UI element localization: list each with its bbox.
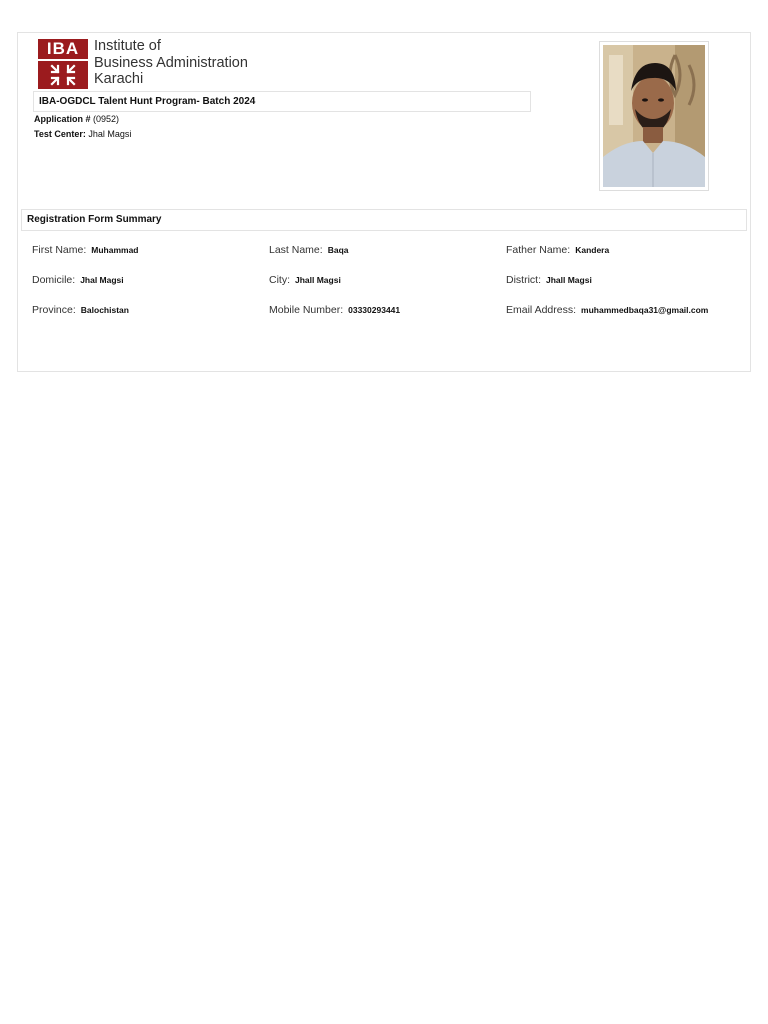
domicile-value: Jhal Magsi (80, 275, 124, 285)
registration-summary-card (17, 32, 751, 372)
domicile-label: Domicile: (32, 274, 76, 286)
mobile-label: Mobile Number: (269, 304, 344, 316)
city-field (269, 274, 341, 286)
email-value: muhammedbaqa31@gmail.com (581, 305, 709, 315)
first-name-label: First Name: (32, 244, 87, 256)
applicant-photo-frame (599, 41, 709, 191)
test-center-label: Test Center: (34, 129, 86, 139)
father-name-label: Father Name: (506, 244, 571, 256)
application-label: Application # (34, 114, 91, 124)
mobile-value: 03330293441 (348, 305, 401, 315)
test-center (34, 129, 131, 139)
iba-logo-mark (38, 39, 88, 89)
first-name-value: Muhammad (91, 245, 139, 255)
application-number (34, 114, 119, 124)
city-label: City: (269, 274, 290, 286)
city-value: Jhall Magsi (295, 275, 341, 285)
first-name-field (32, 244, 139, 256)
email-field (506, 304, 708, 316)
domicile-field (32, 274, 124, 286)
province-field (32, 304, 129, 316)
logo-line-3: Karachi (94, 71, 144, 87)
mobile-field (269, 304, 400, 316)
district-label: District: (506, 274, 541, 286)
district-value: Jhall Magsi (546, 275, 592, 285)
test-center-value: Jhal Magsi (88, 129, 132, 139)
last-name-label: Last Name: (269, 244, 323, 256)
iba-logo (38, 39, 258, 89)
applicant-photo (603, 45, 705, 187)
application-value: (0952) (93, 114, 120, 124)
logo-arrows-icon (38, 61, 88, 89)
email-label: Email Address: (506, 304, 577, 316)
father-name-field (506, 244, 609, 256)
logo-abbr: IBA (38, 39, 88, 59)
logo-institute-name (94, 38, 248, 88)
logo-line-1: Institute of (94, 38, 161, 54)
province-label: Province: (32, 304, 76, 316)
last-name-value: Baqa (327, 245, 349, 255)
program-title: IBA-OGDCL Talent Hunt Program- Batch 2024 (33, 91, 531, 112)
last-name-field (269, 244, 349, 256)
summary-title: Registration Form Summary (21, 209, 747, 231)
district-field (506, 274, 592, 286)
father-name-value: Kandera (575, 245, 610, 255)
logo-line-2: Business Administration (94, 54, 248, 71)
province-value: Balochistan (80, 305, 129, 315)
